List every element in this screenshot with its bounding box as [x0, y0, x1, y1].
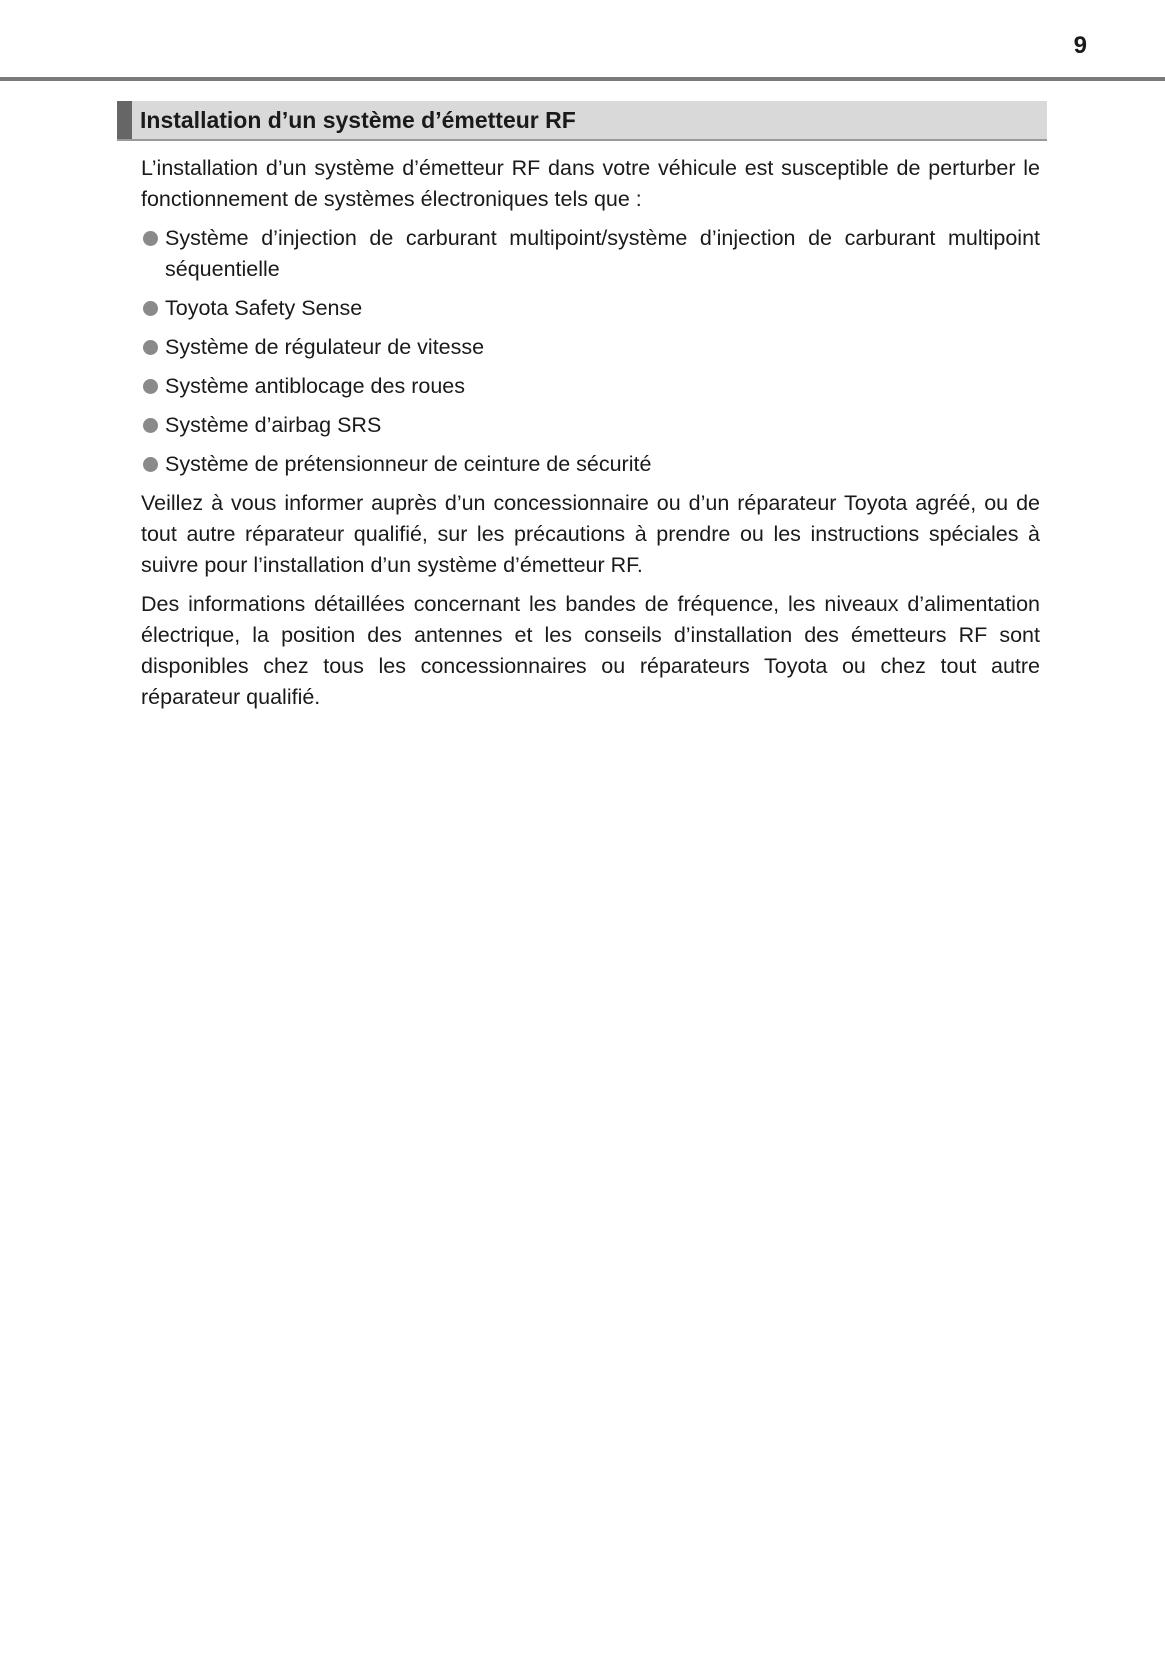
section-content — [141, 153, 1040, 721]
page-number: 9 — [1073, 32, 1087, 59]
section-header — [117, 101, 1047, 141]
bullet-dot-icon — [143, 418, 158, 433]
list-item — [141, 332, 1040, 363]
list-item — [141, 449, 1040, 480]
technical-info-paragraph: Des informations détaillées concernant les bandes de fréquence, les niveaux d’alimentation électrique, la position des antennes et les conseils d’installation des émetteurs RF sont disponibles chez tous les concessionnaires ou réparateurs Toyota ou chez tout autre réparateur qualifié. — [141, 592, 1040, 709]
list-item-text: Système antiblocage des roues — [165, 374, 465, 398]
header-divider — [0, 77, 1165, 81]
section-title: Installation d’un système d’émetteur RF — [140, 107, 576, 133]
list-item — [141, 293, 1040, 324]
list-item — [141, 410, 1040, 441]
intro-paragraph: L’installation d’un système d’émetteur RF dans votre véhicule est susceptible de perturber le fonctionnement de systèmes électroniques tels que : — [141, 156, 1040, 211]
list-item — [141, 371, 1040, 402]
list-item-text: Toyota Safety Sense — [165, 296, 363, 320]
dealer-advice-paragraph: Veillez à vous informer auprès d’un concessionnaire ou d’un réparateur Toyota agréé, ou de tout autre réparateur qualifié, sur les précautions à prendre ou les instructions spéciales à suivre pour l’installation d’un système d’émetteur RF. — [141, 491, 1040, 577]
affected-systems-list — [141, 223, 1040, 480]
bullet-dot-icon — [143, 340, 158, 355]
bullet-dot-icon — [143, 379, 158, 394]
list-item-text: Système de prétensionneur de ceinture de sécurité — [165, 452, 652, 476]
list-item-text: Système d’airbag SRS — [165, 413, 382, 437]
bullet-dot-icon — [143, 231, 158, 246]
section-header-accent — [117, 101, 132, 139]
list-item-text: Système d’injection de carburant multipoint/système d’injection de carburant multipoint séquentielle — [165, 226, 1040, 281]
bullet-dot-icon — [143, 457, 158, 472]
list-item — [141, 223, 1040, 285]
bullet-dot-icon — [143, 301, 158, 316]
list-item-text: Système de régulateur de vitesse — [165, 335, 485, 359]
